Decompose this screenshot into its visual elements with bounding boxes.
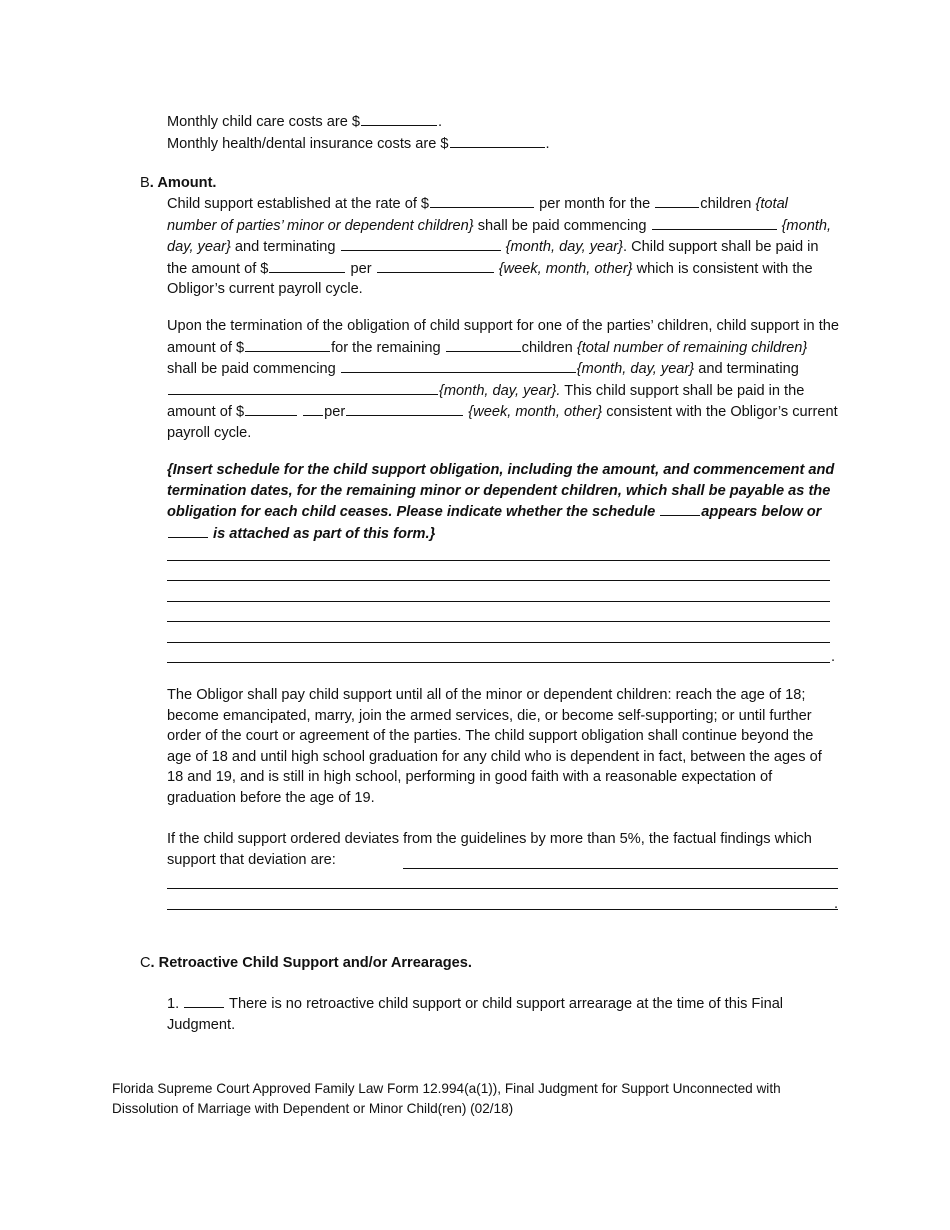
children-count-blank[interactable] — [655, 193, 699, 208]
health-dental-costs-label: Monthly health/dental insurance costs are $ — [167, 135, 449, 152]
remaining-amount-blank[interactable] — [245, 337, 330, 352]
no-retroactive-checkbox-blank[interactable] — [184, 993, 224, 1008]
commencing-date-blank[interactable] — [652, 215, 777, 230]
child-care-costs-blank[interactable] — [361, 111, 437, 126]
underscore-gap — [303, 401, 323, 416]
child-care-costs-label: Monthly child care costs are $ — [167, 114, 361, 130]
schedule-line[interactable] — [167, 662, 830, 663]
obligation-duration-paragraph: The Obligor shall pay child support until all of the minor or dependent children: reach the age of 18; become emancipated, marry, join the armed services, die, or become self-supporting; or until further order of the court or agreement of the parties. The child support obligation shall continue beyond the age of 18 and until high school graduation for any child who is dependent in fact, between the ages of 18 and 19, and is still in high school, performing in good faith with a reasonable expectation of graduation before the age of 19. — [167, 687, 822, 806]
section-c-title: Retroactive Child Support and/or Arrearages. — [158, 955, 472, 971]
section-b-heading: B. Amount. — [140, 175, 217, 191]
remaining-children-blank[interactable] — [446, 337, 521, 352]
section-c-letter: C — [140, 955, 151, 971]
deviation-line[interactable] — [403, 868, 838, 869]
payment-period-blank[interactable] — [377, 258, 494, 273]
schedule-period: . — [831, 649, 836, 665]
remaining-terminating-blank[interactable] — [168, 380, 438, 395]
section-b-title: Amount. — [157, 175, 217, 191]
schedule-appears-below-blank[interactable] — [660, 501, 700, 516]
schedule-line[interactable] — [167, 560, 830, 561]
remaining-commencing-blank[interactable] — [341, 358, 576, 373]
schedule-attached-blank[interactable] — [168, 523, 208, 538]
deviation-paragraph: If the child support ordered deviates from the guidelines by more than 5%, the factual findings which support that deviation are: — [167, 831, 812, 868]
schedule-line[interactable] — [167, 601, 830, 602]
remaining-payment-amount-blank[interactable] — [245, 401, 297, 416]
schedule-line[interactable] — [167, 621, 830, 622]
schedule-line[interactable] — [167, 642, 830, 643]
section-c-heading: C. Retroactive Child Support and/or Arrearages. — [140, 955, 472, 971]
amount-paragraph: Child support established at the rate of $ per month for the children {total number of parties’ minor or dependent children} shall be paid commencing {month, day, year} and terminating {month, day, year}. Child support shall be paid in the amount of $ per {week, month, other} which is consistent with the Obligor’s current payroll cycle. — [167, 193, 839, 300]
termination-paragraph: Upon the termination of the obligation of child support for one of the parties’ children, child support in the amount of $ for the remaining children {total number of remaining children} shall be paid commencing {month, day, year} and terminating{month, day, year}. This child support shall be paid in the amount of $ per {week, month, other} consistent with the Obligor’s current payroll cycle. — [167, 318, 839, 441]
health-dental-costs-blank[interactable] — [450, 133, 545, 148]
retroactive-item-1: 1. There is no retroactive child support or child support arrearage at the time of this Final Judgment. — [167, 993, 839, 1035]
schedule-instruction: {Insert schedule for the child support obligation, including the amount, and commencement and termination dates, for the remaining minor or dependent children, which shall be payable as the obligation for each child ceases. Please indicate whether the schedule appears below or is attached as part of this form.} — [167, 462, 835, 542]
deviation-line[interactable] — [167, 909, 838, 910]
section-b-letter: B — [140, 175, 150, 191]
child-care-costs-line: Monthly child care costs are $ . Monthly health/dental insurance costs are $ . — [167, 111, 839, 154]
form-footer: Florida Supreme Court Approved Family Law Form 12.994(a(1)), Final Judgment for Support Unconnected with Dissolution of Marriage with Dependent or Minor Child(ren) (02/18) — [112, 1081, 781, 1116]
terminating-date-blank[interactable] — [341, 236, 501, 251]
payment-amount-blank[interactable] — [269, 258, 345, 273]
deviation-line[interactable] — [167, 888, 838, 889]
schedule-line[interactable] — [167, 580, 830, 581]
rate-blank[interactable] — [430, 193, 534, 208]
deviation-period: . — [834, 896, 839, 912]
remaining-payment-period-blank[interactable] — [346, 401, 463, 416]
